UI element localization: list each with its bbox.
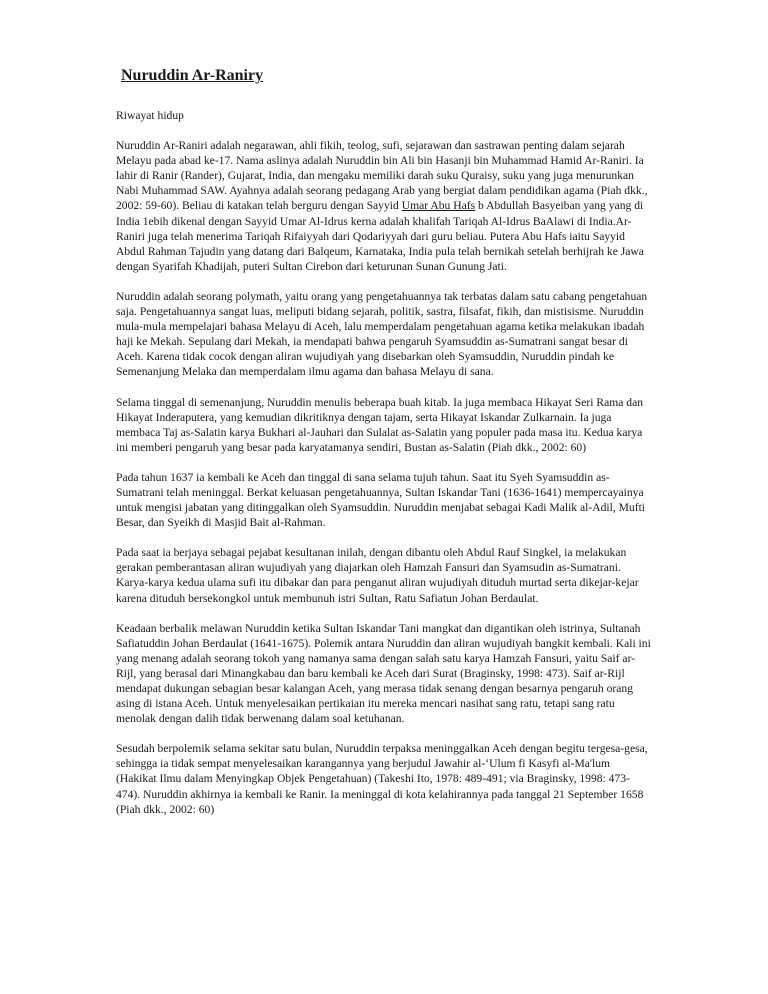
paragraph-7: Sesudah berpolemik selama sekitar satu bulan, Nuruddin terpaksa meninggalkan Aceh dengan begitu tergesa-gesa, sehingga ia tidak sempat menyelesaikan karangannya yang berjudul Jawahir al-‘Ulum fi Kasyfi al-Ma'lum (Hakikat Ilmu dalam Menyingkap Objek Pengetahuan) (Takeshi Ito, 1978: 489-491; via Braginsky, 1998: 473-474). Nuruddin akhirnya ia kembali ke Ranir. Ia meninggal di kota kelahirannya pada tanggal 21 September 1658 (Piah dkk., 2002: 60) [116,742,648,816]
paragraph-1-text-b: b Abdullah Basyeiban yang yang di India 1ebih dikenal dengan Sayyid Umar Al-Idrus kerna adalah khalifah Tariqah Al-Idrus BaAlawi di India.Ar-Raniri juga telah menerima Tariqah Rifaiyyah dari Qodariyyah dari guru beliau. Putera Abu Hafs iaitu Sayyid Abdul Rahman Tajudin yang datang dari Balqeum, Karnataka, India pula telah bernikah setelah berhijrah ke Jawa dengan Syarifah Khadijah, puteri Sultan Cirebon dari keturunan Sunan Gunung Jati. [116,199,644,273]
document-page [116,66,652,832]
paragraph-6: Keadaan berbalik melawan Nuruddin ketika Sultan Iskandar Tani mangkat dan digantikan oleh istrinya, Sultanah Safiatuddin Johan Berdaulat (1641-1675). Polemik antara Nuruddin dan aliran wujudiyah bangkit kembali. Kali ini yang menang adalah seorang tokoh yang namanya sama dengan salah satu karya Hamzah Fansuri, yaitu Saif ar-Rijl, yang berasal dari Minangkabau dan baru kembali ke Aceh dari Surat (Braginsky, 1998: 473). Saif ar-Rijl mendapat dukungan sebagian besar kalangan Aceh, yang merasa tidak senang dengan besarnya pengaruh orang asing di istana Aceh. Untuk menyelesaikan pertikaian itu mereka mencari nasihat sang ratu, tetapi sang ratu menolak dengan dalih tidak berwenang dalam soal ketuhanan. [116,621,651,726]
paragraph-4: Pada tahun 1637 ia kembali ke Aceh dan tinggal di sana selama tujuh tahun. Saat itu Syeh Syamsuddin as-Sumatrani telah meninggal. Berkat keluasan pengetahuannya, Sultan Iskandar Tani (1636-1641) mempercayainya untuk mengisi jabatan yang ditinggalkan oleh Syamsuddin. Nuruddin menjabat sebagai Kadi Malik al-Adil, Mufti Besar, dan Syeikh di Masjid Bait al-Rahman. [116,470,646,530]
umar-abu-hafs-link[interactable]: Umar Abu Hafs [401,199,476,213]
paragraph-2: Nuruddin adalah seorang polymath, yaitu orang yang pengetahuannya tak terbatas dalam satu cabang pengetahuan saja. Pengetahuannya sangat luas, meliputi bidang sejarah, politik, sastra, filsafat, fikih, dan mistisisme. Nuruddin mula-mula mempelajari bahasa Melayu di Aceh, lalu memperdalam pengetahuan agama ketika melakukan ibadah haji ke Mekah. Sepulang dari Mekah, ia mendapati bahwa pengaruh Syamsuddin as-Sumatrani sangat besar di Aceh. Karena tidak cocok dengan aliran wujudiyah yang disebarkan oleh Syamsuddin, Nuruddin pindah ke Semenanjung Melaka dan memperdalam ilmu agama dan bahasa Melayu di sana. [116,289,648,379]
section-heading: Riwayat hidup [116,109,184,122]
paragraph-1-text-a: Nuruddin Ar-Raniri adalah negarawan, ahli fikih, teolog, sufi, sejarawan dan sastrawan penting dalam sejarah Melayu pada abad ke-17. Nama aslinya adalah Nuruddin bin Ali bin Hasanji bin Muhammad Hamid Ar-Raniri. Ia lahir di Ranir (Rander), Gujarat, India, dan mengaku memiliki darah suku Quraisy, suku yang juga menurunkan Nabi Muhammad SAW. Ayahnya adalah seorang pedagang Arab yang bergiat dalam pendidikan agama (Piah dkk., 2002: 59-60). Beliau di katakan telah berguru dengan Sayyid [116,139,648,213]
paragraph-5: Pada saat ia berjaya sebagai pejabat kesultanan inilah, dengan dibantu oleh Abdul Rauf Singkel, ia melakukan gerakan pemberantasan aliran wujudiyah yang diajarkan oleh Hamzah Fansuri dan Syamsudin as-Sumatrani. Karya-karya kedua ulama sufi itu dibakar dan para penganut aliran wujudiyah dituduh murtad serta dikejar-kejar karena dituduh bersekongkol untuk membunuh istri Sultan, Ratu Safiatun Johan Berdaulat. [116,546,639,605]
paragraph-1 [116,138,652,274]
document-title: Nuruddin Ar-Raniry [121,67,264,84]
paragraph-3: Selama tinggal di semenanjung, Nuruddin menulis beberapa buah kitab. Ia juga membaca Hikayat Seri Rama dan Hikayat Inderaputera, yang kemudian dikritiknya dengan tajam, serta Hikayat Iskandar Zulkarnain. Ia juga membaca Taj as-Salatin karya Bukhari al-Jauhari dan Sulalat as-Salatin yang populer pada masa itu. Kedua karya ini memberi pengaruh yang besar pada karyatamanya sendiri, Bustan as-Salatin (Piah dkk., 2002: 60) [116,395,644,454]
